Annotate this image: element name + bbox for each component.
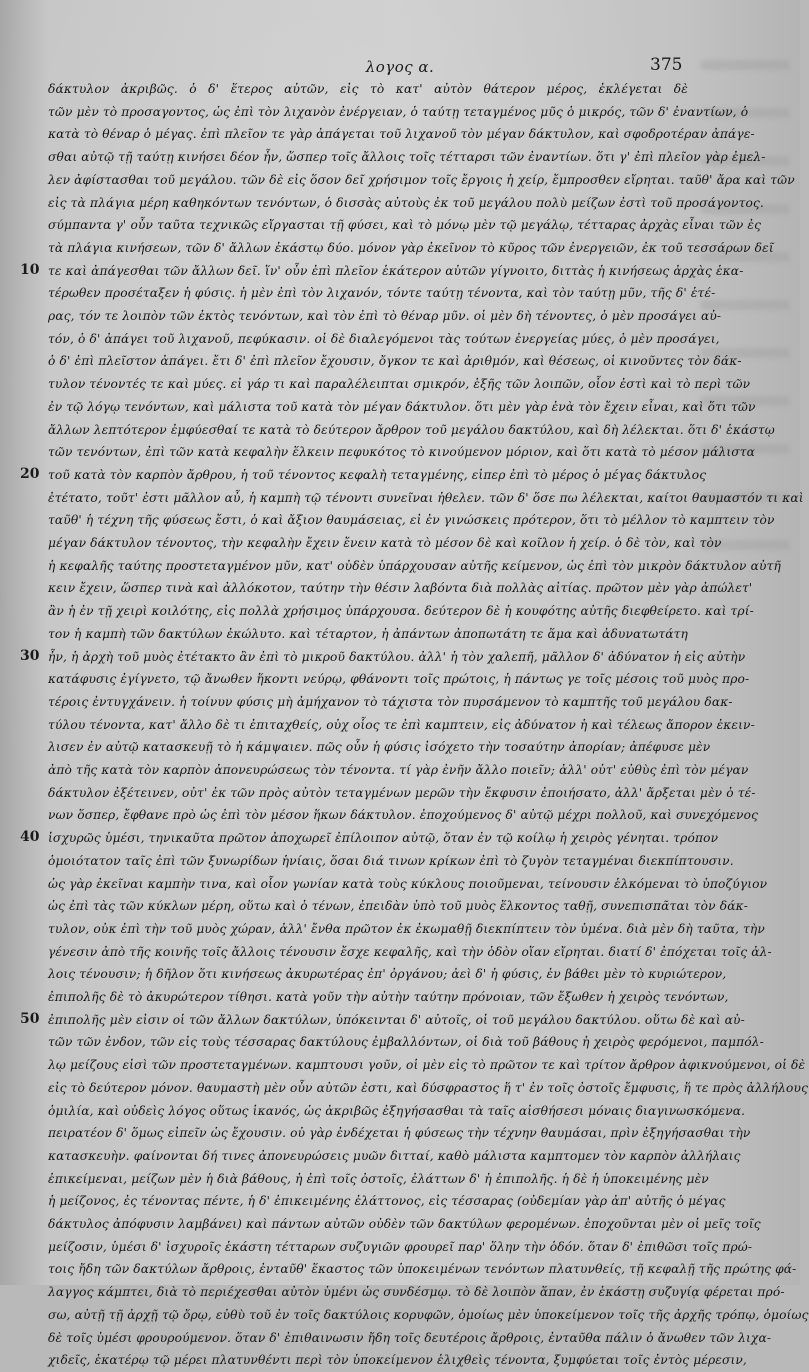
main-text-block <box>48 78 809 1368</box>
text-line: κατὰ τὸ θέναρ ὁ μέγας. ἐπὶ πλεῖον τε γὰρ ἀπάγεται τοῦ λιχανοῦ τὸν μέγαν δάκτυλον, καὶ σφοδροτέραν ἀπάγε- <box>48 127 755 142</box>
text-line: σω, αὐτῇ τῇ ἀρχῇ τῷ ὄρῳ, εὐθὺ τοῦ ἐν τοῖς δακτύλοις κορυφῶν, ὁμοίως μὲν ὑποκείμενον τοῖς τῆς ἀρχῆς τρόπῳ, ὁμοίως <box>48 1307 809 1322</box>
text-line: λοις τένουσιν; ἡ δῆλον ὅτι κινήσεως ἀκυρωτέρας ἐπ' ὀργάνου; ἀεὶ δ' ἡ φύσις, ἐν βάθει μὲν τὸ κυριώτερον, <box>48 967 727 982</box>
text-line: γένεσιν ἀπὸ τῆς κοινῆς τοῖς ἄλλοις τένουσιν ἔσχε κεφαλῆς, καὶ τὴν ὁδὸν οἵαν εἴρηται. διατί δ' ἐπόχεται τοῖς ἀλ- <box>48 944 772 959</box>
text-line: δάκτυλον ἀκριβῶς. ὁ δ' ἕτερος αὐτῶν, εἰς τὸ κατ' αὐτὸν θάτερον μέρος, ἐκλέγεται δὲ <box>48 82 688 96</box>
text-line: νων ὅσπερ, ἔφθανε πρὸ ὡς ἐπὶ τὸν μέσον ἥκων δάκτυλον. ἐποχούμενος δ' αὐτῷ μέχρι πολλοῦ, καὶ συνεχόμενος <box>48 808 759 823</box>
margin-line-number: 10 <box>20 261 40 278</box>
text-line: ἡ μείζονος, ἐς τένοντας πέντε, ἡ δ' ἐπικειμένης ἐλάττονος, εἰς τέσσαρας (οὐδεμίαν γὰρ ἀπ' αὐτῆς ὁ μέγας <box>48 1194 726 1209</box>
text-line: ἄλλων λεπτότερον ἐμφύεσθαί τε κατὰ τὸ δεύτερον ἄρθρον τοῦ μεγάλου δακτύλου, καὶ δὴ λέλεκται. ὅτι δ' ἑκάστῳ <box>48 422 775 437</box>
text-line: κατάφυσις ἐγίγνετο, τῷ ἄνωθεν ἥκοντι νεύρῳ, φθάνοντι τοῖς πρώτοις, ἡ πάντως γε τοῖς μέσοις τοῦ μυὸς προ- <box>48 672 750 687</box>
text-line: εἰς τὸ δεύτερον μόνον. θαυμαστὴ μὲν οὖν αὐτῶν ἐστι, καὶ δύσφραστος ἥ τ' ἐν τοῖς ὀστοῖς ἔμφυσις, ἥ τε πρὸς ἀλλήλους <box>48 1080 809 1095</box>
text-line: ἐπικείμεναι, μείζων μὲν ἡ διὰ βάθους, ἡ ἐπὶ τοῖς ὀστοῖς, ἐλάττων δ' ἡ ἐπιπολῆς. ἡ δὲ ἡ ὑποκειμένης μὲν <box>48 1171 709 1186</box>
text-line: ὁμοιότατον ταῖς ἐπὶ τῶν ξυνωρίδων ἡνίαις, ὅσαι διά τινων κρίκων ἐπὶ τὸ ζυγὸν τεταγμέναι διεκπίπτουσιν. <box>48 853 734 868</box>
text-line: δάκτυλος ἀπόφυσιν λαμβάνει) καὶ πάντων αὐτῶν οὐδὲν τῶν δακτύλων φερομένων. ἐποχοῦνται μὲν οἱ μεῖς τοῖς <box>48 1217 761 1231</box>
text-line: τέροις ἐντυγχάνειν. ἡ τοίνυν φύσις μὴ ἀμήχανον τὸ τάχιστα τὸν πυρσάμενον τὸ καμπτῆς τοῦ μεγάλου δακ- <box>48 694 733 709</box>
text-line: τῶν τῶν ἐνδον, τῶν εἰς τοὺς τέσσαρας δακτύλους ἐμβαλλόντων, οἱ διὰ τοῦ βάθους ἡ χειρὸς φερόμενοι, παμπόλ- <box>48 1035 764 1050</box>
text-line: εἰς τὰ πλάγια μέρη καθηκόντων τενόντων, ὁ δισσὰς αὐτοὺς ἐκ τοῦ μεγάλου πολὺ μείζων ἐστὶ τοῦ προσάγοντος. <box>48 195 764 210</box>
text-line: τὰ πλάγια κινήσεων, τῶν δ' ἄλλων ἑκάστῳ δύο. μόνον γὰρ ἐκεῖνον τὸ κῦρος τῶν ἐνεργειῶν, ἐκ τοῦ τεσσάρων δεῖ <box>48 240 774 255</box>
text-line: ἀπὸ τῆς κατὰ τὸν καρπὸν ἀπονευρώσεως τὸν τένοντα. τί γὰρ ἐνῆν ἄλλο ποιεῖν; ἀλλ' οὐτ' εὐθὺς ἐπὶ τὸν μέγαν <box>48 763 749 777</box>
text-line: ὁ δ' ἐπὶ πλεῖστον ἀπάγει. ἔτι δ' ἐπὶ πλεῖον ἔχουσιν, ὄγκον τε καὶ ἀριθμόν, καὶ θέσεως, οἱ κινοῦντες τὸν δάκ- <box>48 354 742 369</box>
text-line: ὡς γὰρ ἐκεῖναι καμπὴν τινα, καὶ οἷον γωνίαν κατὰ τοὺς κύκλους ποιοῦμεναι, τείνουσιν ἑλκόμεναι τὸ ὑποζύγιον <box>48 876 768 891</box>
text-line: ταῦθ' ἡ τέχνη τῆς φύσεως ἔστι, ὁ καὶ ἄξιον θαυμάσειας, εἰ ἐν γινώσκεις πρότερον, ὅτι τὸ μέλλον τὸ καμπτειν τὸν <box>48 513 775 528</box>
margin-line-number: 50 <box>20 1010 40 1027</box>
text-line: τύλου τένοντα, κατ' ἄλλο δὲ τι ἐπιταχθείς, οὐχ οἷος τε ἐπὶ καμπτειν, εἰς ἀδύνατον ἡ καὶ τέλεως ἄπορον ἐκειν- <box>48 717 755 732</box>
text-line: λῳ μείζους εἰσὶ τῶν προστεταγμένων. καμπτουσι γοῦν, οἱ μὲν εἰς τὸ πρῶτον τε καὶ τρίτον ἄρθρον ἀφικνούμενοι, οἱ δὲ <box>48 1058 806 1073</box>
running-title: λογος α. <box>365 58 435 76</box>
text-line: ἐτέτατο, τοῦτ' ἐστι μᾶλλον αὖ, ἡ καμπὴ τῷ τένοντι συνεῖναι ἠθελεν. τῶν δ' ὅσε πω λέλεκται, καίτοι θαυμαστόν τι καὶ <box>48 490 804 505</box>
text-line: τυλον τένοντές τε καὶ μύες. εἰ γάρ τι καὶ παραλέλειπται σμικρόν, ἑξῆς τῶν λοιπῶν, οἷον ἐστὶ καὶ τὸ περὶ τῶν <box>48 377 751 392</box>
margin-line-number: 40 <box>20 829 40 846</box>
margin-line-number: 30 <box>20 647 40 664</box>
text-line: τυλον, οὐκ ἐπὶ τὴν τοῦ μυὸς χώραν, ἀλλ' ἔνθα πρῶτον ἐκ ἐκωμαθῇ διεκπίπτειν τὸν ὑμένα. διὰ μὲν δὴ ταῦτα, τὴν <box>48 921 765 936</box>
text-line: τόν, ὁ δ' ἀπάγει τοῦ λιχανοῦ, πεφύκασιν. οἱ δὲ διαλεγόμενοι τὰς τούτων ἐνεργείας μύες, ὁ μὲν προσάγει, <box>48 331 720 346</box>
text-line: ὡς ἐπὶ τὰς τῶν κύκλων μέρη, οὕτω καὶ ὁ τένων, ἐπειδὰν ὑπὸ τοῦ μυὸς ἕλκοντος ταθῇ, συνεπισπᾶται τὸν δάκ- <box>48 899 749 914</box>
text-line: ἂν ἡ ἐν τῇ χειρὶ κοιλότης, εἰς πολλὰ χρήσιμος ὑπάρχουσα. δεύτερον δὲ ἡ κουφότης αὐτῆς διεφθείρετο. καὶ τρί- <box>48 604 754 619</box>
text-line: κειν ἔχειν, ὥσπερ τινὰ καὶ ἀλλόκοτον, ταύτην τὴν θέσιν λαβόντα διὰ πολλὰς αἰτίας. πρῶτον μὲν γὰρ ἀπώλετ' <box>48 581 753 596</box>
text-line: λισεν ἐν αὐτῷ κατασκευῇ τὸ ἠ κάμψαιεν. πῶς οὖν ἡ φύσις ἰσόχετο τὴν τοσαύτην ἀπορίαν; ἀπέφυσε μὲν <box>48 740 711 755</box>
text-line: ἐν τῷ λόγῳ τενόντων, καὶ μάλιστα τοῦ κατὰ τὸν μέγαν δάκτυλον. ὅτι μὲν γὰρ ἐνὰ τὸν ἔχειν εἶναι, καὶ ὅτι τῶν <box>48 399 756 414</box>
text-line: τοις ἤδη τῶν δακτύλων ἄρθροις, ἐνταῦθ' ἕκαστος τῶν ὑποκειμένων τενόντων πλατυνθείς, τῇ κεφαλῇ τῆς πρώτης φά- <box>48 1262 797 1277</box>
text-line: ὁμιλία, καὶ οὐδεὶς λόγος οὕτως ἱκανός, ὡς ἀκριβῶς ἐξηγήσασθαι τὰ ταῖς αἰσθήσεσι μόναις διαγινωσκόμενα. <box>48 1103 746 1118</box>
text-line: σύμπαντα γ' οὖν ταῦτα τεχνικῶς εἴργασται τῇ φύσει, καὶ τὸ μόνῳ μὲν τῷ μεγάλῳ, τέτταρας ἀρχὰς εἶναι τῶν ἐς <box>48 218 762 233</box>
page-number: 375 <box>650 55 683 75</box>
text-line: λεν ἀφίστασθαι τοῦ μεγάλου. τῶν δὲ εἰς ὅσον δεῖ χρήσιμον τοῖς ἔργοις ἡ χείρ, ἔμπροσθεν εἴρηται. ταῦθ' ἄρα καὶ τῶν <box>48 172 795 187</box>
text-line: χιδεῖς, ἑκατέρῳ τῷ μέρει πλατυνθέντι περὶ τὸν ὑποκείμενον ἑλιχθεὶς τένοντα, ξυμφύεται τοῖς ἐντὸς μέρεσιν, <box>48 1353 747 1368</box>
text-line: ρας, τόν τε λοιπὸν τῶν ἐκτὸς τενόντων, καὶ τὸν ἐπὶ τὸ θέναρ μῦν. οἱ μὲν δὴ τένοντες, ὁ μὲν προσάγει αὐ- <box>48 309 722 323</box>
text-line: μέγαν δάκτυλον τένοντος, τὴν κεφαλὴν ἔχειν ἔνειν κατὰ τὸ μέσον δὲ καὶ κοῖλον ἡ χείρ. ὁ δὲ τὸν, καὶ τὸν <box>48 536 722 550</box>
text-line: δάκτυλον ἐξέτεινεν, οὐτ' ἐκ τῶν πρὸς αὐτὸν τεταγμένων μερῶν τὴν ἔκφυσιν ἐποιήσατο, ἀλλ' ἄρξεται μὲν ὁ τέ- <box>48 785 756 800</box>
text-line: πειρατέον δ' ὅμως εἰπεῖν ὡς ἔχουσιν. οὐ γὰρ ἐνδέχεται ἡ φύσεως τὴν τέχνην θαυμάσαι, πρὶν ἐξηγήσασθαι τὴν <box>48 1126 751 1141</box>
text-line: μείζοσιν, ὑμέσι δ' ἰσχυροῖς ἑκάστη τέτταρων συζυγιῶν φρουρεῖ παρ' ὅλην τὴν ὁδόν. ὅταν δ' ἐπιθῶσι τοῖς πρώ- <box>48 1239 753 1254</box>
text-line: κατασκευὴν. φαίνονται δή τινες ἀπονευρώσεις μυῶν διτταί, καθὸ μάλιστα καμπτομεν τὸν καρπὸν ἀλλήλαις <box>48 1148 741 1163</box>
text-line: τῶν τενόντων, ἐπὶ τῶν κατὰ κεφαλὴν ἕλκειν πεφυκότος τὸ κινούμενον μόριον, καὶ ὅτι κατὰ τὸ μέσον μάλιστα <box>48 445 756 460</box>
text-line: σθαι αὐτῷ τῇ ταύτῃ κινήσει δέον ἦν, ὥσπερ τοῖς ἄλλοις τοῖς τέτταρσι τῶν ἐναντίων. ὅτι γ' ἐπὶ πλεῖον γὰρ ἐμελ- <box>48 150 766 165</box>
text-line: τε καὶ ἀπάγεσθαι τῶν ἄλλων δεῖ. ἵν' οὖν ἐπὶ πλεῖον ἑκάτερον αὐτῶν γίγνοιτο, διττὰς ἡ κινήσεως ἀρχὰς ἑκα- <box>48 263 744 278</box>
margin-line-number: 20 <box>20 465 40 482</box>
text-line: λαγγος κάμπτει, διὰ τὸ περιέχεσθαι αὐτὸν ὑμένι ὡς συνδέσμῳ. τὸ δὲ λοιπὸν ἅπαν, ἐν ἑκάστῃ συζυγίᾳ φέρεται πρό- <box>48 1285 785 1300</box>
text-line: ἰσχυρῶς ὑμέσι, τηνικαῦτα πρῶτον ἀποχωρεῖ ἐπίλοιπον αὐτῷ, ὅταν ἐν τῷ κοίλῳ ἡ χειρὸς γένηται. τρόπον <box>48 831 719 846</box>
text-line: δὲ τοῖς ὑμέσι φρουρούμενον. ὅταν δ' ἐπιθαινωσιν ἤδη τοῖς δευτέροις ἄρθροις, ἐνταῦθα πάλιν ὁ ἄνωθεν τῶν λιχα- <box>48 1330 772 1345</box>
text-line: ἐπιπολῆς δὲ τὸ ἀκυρώτερον τίθησι. κατὰ γοῦν τὴν αὐτὴν ταύτην πρόνοιαν, τῶν ἔξωθεν ἡ χειρὸς τενόντων, <box>48 990 729 1004</box>
text-line: τον ἡ καμπὴ τῶν δακτύλων ἐκώλυτο. καὶ τέταρτον, ἡ ἀπάντων ἀποπωτάτη τε ἅμα καὶ ἀδυνατωτάτη <box>48 626 688 641</box>
text-line: ἡ κεφαλῆς ταύτης προστεταγμένον μῦν, κατ' οὐδὲν ὑπάρχουσαν αὐτῆς κείμενον, ὡς ἐπὶ τὸν μικρὸν δάκτυλον αὐτῆ <box>48 558 781 573</box>
text-line: τέρωθεν προσέταξεν ἡ φύσις. ἡ μὲν ἐπὶ τὸν λιχανόν, τόντε ταύτῃ τένοντα, καὶ τὸν ταύτῃ μῦν, τῆς δ' ἑτέ- <box>48 286 716 301</box>
text-line: τοῦ κατὰ τὸν καρπὸν ἄρθρου, ἡ τοῦ τένοντος κεφαλὴ τεταγμένης, εἰπερ ἐπὶ τὸ μέρος ὁ μέγας δάκτυλος <box>48 467 707 482</box>
text-line: ἦν, ἡ ἀρχὴ τοῦ μυὸς ἐτέτακτο ἂν ἐπὶ τὸ μικροῦ δακτύλου. ἀλλ' ἡ τὸν χαλεπῆ, μᾶλλον δ' ἀδύνατον ἡ εἰς αὐτὴν <box>48 649 746 664</box>
text-line: τῶν μὲν τὸ προσαγοντος, ὡς ἐπὶ τὸν λιχανὸν ἐνέργειαν, ὁ ταύτῃ τεταγμένος μῦς ὁ μικρός, τῶν δ' ἐναντίων, ὁ <box>48 104 749 119</box>
text-line: ἐπιπολῆς μὲν εἰσιν οἱ τῶν ἄλλων δακτύλων, ὑπόκεινται δ' αὐτοῖς, οἱ τοῦ μεγάλου δακτύλου. οὕτω δὲ καὶ αὐ- <box>48 1012 745 1027</box>
